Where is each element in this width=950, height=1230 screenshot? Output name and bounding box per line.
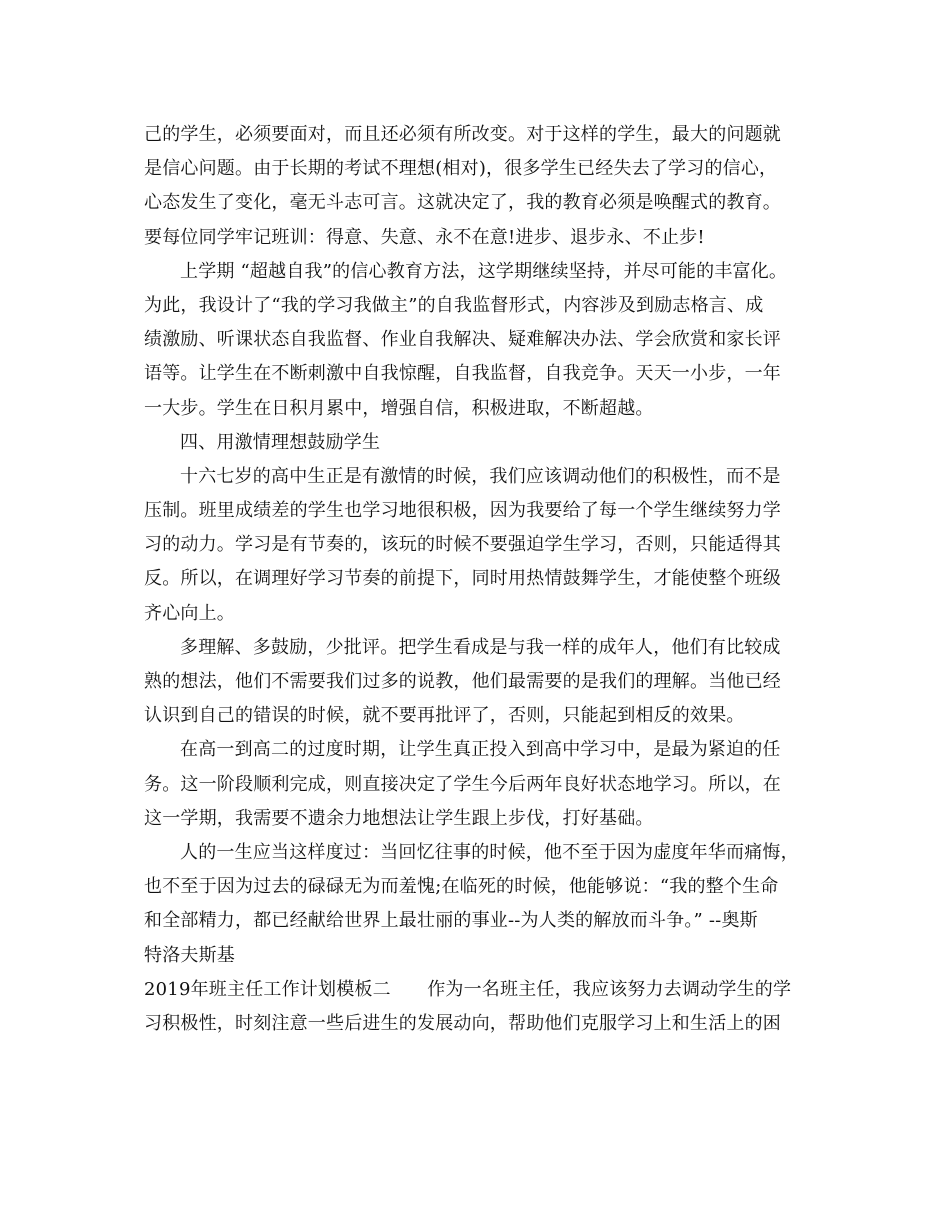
text-line: 务。这一阶段顺利完成，则直接决定了学生今后两年良好状态地学习。所以，在 <box>144 773 781 795</box>
text-line: 熟的想法，他们不需要我们过多的说教，他们最需要的是我们的理解。当他已经 <box>144 671 781 692</box>
text-line: 十六七岁的高中生正是有激情的时候，我们应该调动他们的积极性，而不是 <box>180 465 781 487</box>
document-body <box>144 118 824 1041</box>
text-line: 认识到自己的错误的时候，就不要再批评了，否则，只能起到相反的效果。 <box>144 705 745 727</box>
text-line: 是信心问题。由于长期的考试不理想(相对)，很多学生已经失去了学习的信心， <box>144 158 778 180</box>
text-line: 和全部精力，都已经献给世界上最壮丽的事业--为人类的解放而斗争。” --奥斯 <box>144 910 758 932</box>
text-line: 为此，我设计了“我的学习我做主”的自我监督形式，内容涉及到励志格言、成 <box>144 294 764 316</box>
text-line: 压制。班里成绩差的学生也学习地很积极，因为我要给了每一个学生继续努力学 <box>144 500 781 522</box>
text-line: 齐心向上。 <box>144 602 235 624</box>
text-line: 上学期 “超越自我”的信心教育方法，这学期继续坚持，并尽可能的丰富化。 <box>180 260 788 282</box>
text-line: 心态发生了变化，毫无斗志可言。这就决定了，我的教育必须是唤醒式的教育。 <box>144 192 781 214</box>
text-line: 也不至于因为过去的碌碌无为而羞愧;在临死的时候，他能够说：“我的整个生命 <box>144 876 779 898</box>
text-line: 绩激励、听课状态自我监督、作业自我解决、疑难解决办法、学会欣赏和家长评 <box>144 329 781 351</box>
text-line: 要每位同学牢记班训：得意、失意、永不在意!进步、退步永、不止步! <box>144 226 705 248</box>
text-line: 人的一生应当这样度过：当回忆往事的时候，他不至于因为虚度年华而痛悔， <box>180 841 799 863</box>
text-line: 四、用激情理想鼓励学生 <box>180 431 381 453</box>
text-line: 多理解、多鼓励，少批评。把学生看成是与我一样的成年人，他们有比较成 <box>180 636 781 658</box>
text-line: 语等。让学生在不断刺激中自我惊醒，自我监督，自我竞争。天天一小步，一年 <box>144 363 781 385</box>
text-line: 习积极性，时刻注意一些后进生的发展动向，帮助他们克服学习上和生活上的困 <box>144 1012 781 1034</box>
text-line: 己的学生，必须要面对，而且还必须有所改变。对于这样的学生，最大的问题就 <box>144 124 781 145</box>
text-line: 反。所以，在调理好学习节奏的前提下，同时用热情鼓舞学生，才能使整个班级 <box>144 568 781 590</box>
text-line: 特洛夫斯基 <box>144 944 235 966</box>
text-line: 一大步。学生在日积月累中，增强自信，积极进取，不断超越。 <box>144 397 654 419</box>
text-line: 这一学期，我需要不遗余力地想法让学生跟上步伐，打好基础。 <box>144 807 654 829</box>
text-line: 2019年班主任工作计划模板二 作为一名班主任，我应该努力去调动学生的学 <box>144 978 792 1000</box>
text-line: 习的动力。学习是有节奏的，该玩的时候不要强迫学生学习，否则，只能适得其 <box>144 534 781 556</box>
text-line: 在高一到高二的过度时期，让学生真正投入到高中学习中，是最为紧迫的任 <box>180 739 781 761</box>
